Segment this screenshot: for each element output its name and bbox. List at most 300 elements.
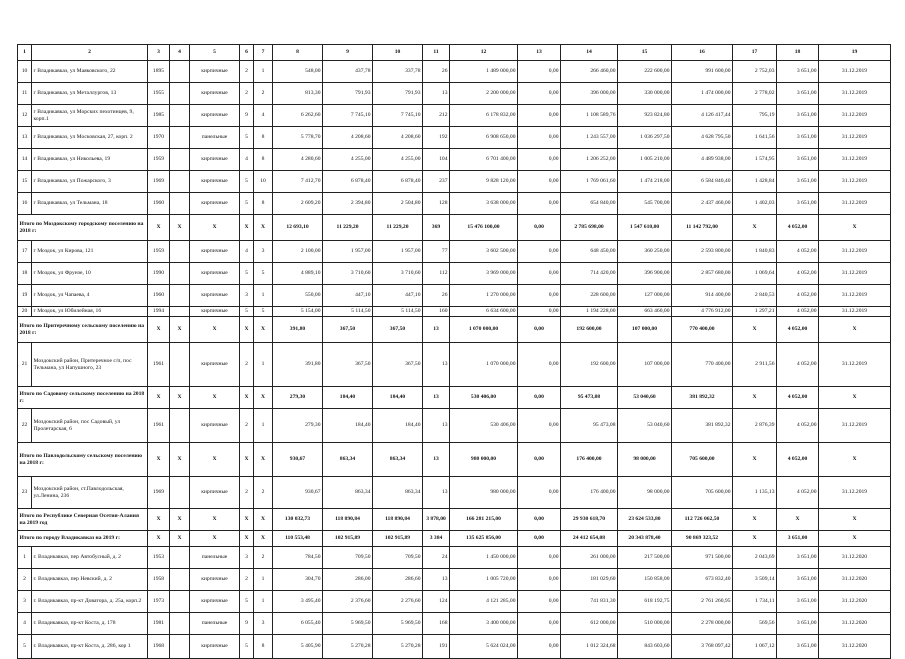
subtotal-cell: 24 412 654,08 [561,531,618,547]
table-cell: 0,00 [518,591,561,613]
table-row [18,61,891,83]
table-cell: 3 651,00 [777,83,819,105]
table-cell: 6 634 600,00 [450,307,518,317]
table-cell [170,307,190,317]
table-cell: 13 [18,127,32,149]
table-cell: 31.12.2020 [819,569,891,591]
table-cell: 5 [240,635,254,659]
subtotal-cell: 118 890,84 [323,509,373,531]
table-cell: 5 [240,591,254,613]
table-cell: 3 638 000,00 [450,193,518,215]
table-cell: 286,00 [323,569,373,591]
subtotal-cell: 53 040,60 [618,387,672,409]
table-cell [170,547,190,569]
table-cell: 1960 [148,285,170,307]
table-cell: 0,00 [518,61,561,83]
subtotal-cell: X [148,317,170,343]
table-cell: 6 262,60 [273,105,323,127]
table-cell: 863,34 [323,477,373,509]
address-cell: г Моздок, ул Юбилейная, 16 [32,307,148,317]
subtotal-title: Итого по Моздокскому городскому поселению на 2018 г: [18,215,148,241]
table-cell: 1 [254,409,273,443]
table-cell: 3 651,00 [777,193,819,215]
table-cell: 5 [240,307,254,317]
table-cell: 31.12.2019 [819,127,891,149]
subtotal-title: Итого по городу Владикавказ на 2019 г: [18,531,148,547]
table-cell: 13 [423,569,450,591]
subtotal-cell: 107 000,00 [618,317,672,343]
table-cell: 2 911,56 [733,343,777,387]
table-cell: 3 768 097,42 [672,635,733,659]
table-cell: 3 651,00 [777,127,819,149]
table-cell [170,569,190,591]
subtotal-cell: X [733,215,777,241]
table-cell: 5 778,70 [273,127,323,149]
table-cell: 5 624 024,00 [450,635,518,659]
table-cell: 31.12.2019 [819,409,891,443]
table-cell: 16 [18,193,32,215]
table-cell: 367,50 [373,343,423,387]
table-cell: 1990 [148,263,170,285]
table-cell: 1959 [148,241,170,263]
table-cell: 2 [254,477,273,509]
table-cell: 4 255,00 [323,149,373,171]
table-cell: 6 178 832,00 [450,105,518,127]
subtotal-cell: X [148,509,170,531]
table-cell: 791,93 [373,83,423,105]
subtotal-cell: 176 400,00 [561,443,618,477]
subtotal-cell: 3 651,00 [777,531,819,547]
table-cell: 5 [240,127,254,149]
subtotal-row [18,317,891,343]
address-cell: г Владикавказ, ул Морских пехотинцев, 9, корп.1 [32,105,148,127]
table-cell: кирпичные [190,105,240,127]
table-cell: панельные [190,547,240,569]
table-cell: 4 052,00 [777,343,819,387]
table-cell: 1969 [148,477,170,509]
table-cell: 17 [18,241,32,263]
subtotal-row [18,531,891,547]
table-cell: 1 [254,285,273,307]
table-cell: 31.12.2020 [819,591,891,613]
table-cell: 9 [240,105,254,127]
table-cell: 279,30 [273,409,323,443]
subtotal-cell: X [254,443,273,477]
table-cell: 1 428,84 [733,171,777,193]
table-cell: 2 857 680,00 [672,263,733,285]
table-cell: 709,50 [323,547,373,569]
table-cell: 10 [254,171,273,193]
table-cell: 9 [240,613,254,635]
table-cell: 228 600,00 [561,285,618,307]
table-cell: 5 154,00 [273,307,323,317]
table-cell: 1 069,64 [733,263,777,285]
table-row [18,591,891,613]
table-row [18,149,891,171]
table-cell: 77 [423,241,450,263]
table-cell: 4 489 938,00 [672,149,733,171]
subtotal-cell: X [733,387,777,409]
subtotal-cell: X [254,509,273,531]
table-cell: 0,00 [518,149,561,171]
table-cell: 5 [240,171,254,193]
table-cell: 53 040,60 [618,409,672,443]
table-cell: 26 [423,61,450,83]
subtotal-cell: X [148,215,170,241]
subtotal-cell: 770 400,00 [672,317,733,343]
table-row [18,613,891,635]
column-number: 13 [518,45,561,61]
address-cell: Моздокский район, пос Садовый, ул Пролетарская, 6 [32,409,148,443]
table-cell: 0,00 [518,547,561,569]
table-cell: 5 [254,263,273,285]
table-cell: 5 [240,193,254,215]
subtotal-cell: 184,40 [373,387,423,409]
table-cell: 2 609,20 [273,193,323,215]
table-cell: 10 [18,61,32,83]
subtotal-cell: 13 [423,317,450,343]
table-cell: 112 [423,263,450,285]
table-cell: 1895 [148,61,170,83]
table-cell: 1994 [148,307,170,317]
table-cell: 5 [240,263,254,285]
subtotal-cell: 705 600,00 [672,443,733,477]
address-cell: г Моздок, ул Фрунзе, 10 [32,263,148,285]
table-cell: 8 [254,193,273,215]
subtotal-cell: X [170,509,190,531]
table-cell: 2 [240,83,254,105]
table-cell: 3 651,00 [777,547,819,569]
table-cell: 12 [18,105,32,127]
table-cell: 550,00 [273,285,323,307]
table-cell: 31.12.2019 [819,105,891,127]
table-cell: 4 052,00 [777,307,819,317]
subtotal-cell: X [254,387,273,409]
table-cell: 5 [254,307,273,317]
table-cell: 124 [423,591,450,613]
table-cell: 168 [423,613,450,635]
table-cell: кирпичные [190,263,240,285]
table-cell: 396 900,00 [618,263,672,285]
table-cell [170,613,190,635]
subtotal-cell: X [819,443,891,477]
table-row [18,343,891,387]
column-number: 4 [170,45,190,61]
table-cell: 654 840,00 [561,193,618,215]
subtotal-cell: 20 343 878,40 [618,531,672,547]
subtotal-row [18,215,891,241]
table-cell: 23 [18,477,32,509]
table-cell: 3 [240,547,254,569]
table-cell: 2 761 260,95 [672,591,733,613]
table-cell: 191 [423,635,450,659]
subtotal-cell: 11 229,20 [373,215,423,241]
table-cell: 26 [423,285,450,307]
table-cell: 24 [423,547,450,569]
subtotal-cell: X [170,443,190,477]
table-cell: 1 297,21 [733,307,777,317]
subtotal-cell: 0,00 [518,387,561,409]
table-cell: 192 600,00 [561,343,618,387]
column-number: 10 [373,45,423,61]
subtotal-cell: X [240,509,254,531]
table-cell: 548,00 [273,61,323,83]
table-cell: 5 270,28 [323,635,373,659]
table-cell: 930,67 [273,477,323,509]
table-cell [170,343,190,387]
table-cell: 11 [18,83,32,105]
subtotal-cell: 0,00 [518,509,561,531]
table-cell [170,127,190,149]
table-cell: 791,93 [323,83,373,105]
table-row [18,307,891,317]
table-cell: 104 [423,149,450,171]
address-cell: Моздокский район, ст.Павлодольская, ул.Ленина, 236 [32,477,148,509]
subtotal-cell: 95 473,08 [561,387,618,409]
column-number: 3 [148,45,170,61]
table-cell: 2 200 000,00 [450,83,518,105]
table-cell: 5 114,50 [373,307,423,317]
table-cell: 8 [254,127,273,149]
subtotal-row [18,443,891,477]
subtotal-cell: 1 547 610,00 [618,215,672,241]
table-cell: 2 100,00 [273,241,323,263]
table-cell: 2 394,80 [323,193,373,215]
table-cell: 31.12.2020 [819,547,891,569]
table-cell: 22 [18,409,32,443]
subtotal-cell: X [170,215,190,241]
table-cell: 1 [254,61,273,83]
table-row [18,547,891,569]
table-cell: 6 584 840,40 [672,171,733,193]
table-cell: 971 500,00 [672,547,733,569]
table-cell: 0,00 [518,171,561,193]
table-cell: 19 [18,285,32,307]
table-cell: 1 036 297,50 [618,127,672,149]
table-cell: 31.12.2020 [819,613,891,635]
subtotal-cell: X [240,215,254,241]
table-cell: 3 651,00 [777,613,819,635]
table-cell: 1 108 589,76 [561,105,618,127]
subtotal-cell: X [190,509,240,531]
table-cell: 150 858,00 [618,569,672,591]
table-cell: 5 969,50 [373,613,423,635]
table-cell: 1 769 061,60 [561,171,618,193]
table-cell: 1 402,03 [733,193,777,215]
table-cell: 1 641,56 [733,127,777,149]
table-cell: 31.12.2019 [819,171,891,193]
subtotal-title: Итого по Садовому сельскому поселению на 2018 г: [18,387,148,409]
subtotal-title: Итого по Притеречному сельскому поселению на 2018 г: [18,317,148,343]
table-cell: 991 600,00 [672,61,733,83]
subtotal-cell: X [254,215,273,241]
subtotal-cell: X [733,317,777,343]
subtotal-cell: 112 726 062,50 [672,509,733,531]
table-cell: 1 206 252,00 [561,149,618,171]
table-cell: 127 000,00 [618,285,672,307]
subtotal-cell: X [190,531,240,547]
subtotal-cell: X [148,443,170,477]
table-cell: 381 892,32 [672,409,733,443]
table-cell: 1 474 000,00 [672,83,733,105]
table-cell: 391,80 [273,343,323,387]
table-cell: 0,00 [518,285,561,307]
table-cell: 1 243 557,00 [561,127,618,149]
table-cell: 2 376,60 [323,591,373,613]
table-cell: 1 489 000,00 [450,61,518,83]
table-cell [170,149,190,171]
table-cell: 3 [254,613,273,635]
table-row [18,569,891,591]
table-cell: 1973 [148,591,170,613]
table-cell: 5 270,28 [373,635,423,659]
address-cell: г. Владикавказ, пр-кт Коста, д. 178 [32,613,148,635]
table-row [18,409,891,443]
subtotal-cell: X [190,215,240,241]
table-cell: 4 121 285,00 [450,591,518,613]
address-cell: г Владикавказ, ул Пожарского, 3 [32,171,148,193]
table-cell [170,591,190,613]
table-cell: 2 [240,343,254,387]
table-cell: 1 067,12 [733,635,777,659]
table-cell: 160 [423,307,450,317]
table-cell: 4 [254,105,273,127]
subtotal-cell: X [254,531,273,547]
table-cell: 6 878,40 [373,171,423,193]
table-cell: кирпичные [190,285,240,307]
table-cell: 795,19 [733,105,777,127]
subtotal-cell: 102 915,89 [373,531,423,547]
table-cell: 863,34 [373,477,423,509]
table-cell: кирпичные [190,83,240,105]
subtotal-cell: 166 281 215,00 [450,509,518,531]
subtotal-cell: 23 624 533,80 [618,509,672,531]
column-number: 17 [733,45,777,61]
subtotal-cell: 530 406,00 [450,387,518,409]
subtotal-cell: 3 878,00 [423,509,450,531]
table-cell: 1 [254,591,273,613]
subtotal-cell: 13 [423,387,450,409]
table-cell: 6 908 650,00 [450,127,518,149]
table-cell: 15 [18,171,32,193]
table-cell: 337,78 [373,61,423,83]
table-cell: 770 400,00 [672,343,733,387]
subtotal-cell: 0,00 [518,215,561,241]
table-cell: 2 778,02 [733,83,777,105]
table-cell: 0,00 [518,477,561,509]
subtotal-cell: X [190,387,240,409]
table-cell: кирпичные [190,569,240,591]
table-cell: 530 406,00 [450,409,518,443]
table-cell: 13 [423,477,450,509]
column-number: 8 [273,45,323,61]
table-row [18,83,891,105]
table-cell: 2 [254,547,273,569]
table-cell: 3 710,60 [323,263,373,285]
table-cell: 3 [254,241,273,263]
address-cell: г Владикавказ, ул Тельмана, 18 [32,193,148,215]
subtotal-cell: 0,00 [518,443,561,477]
table-cell: 1 [254,569,273,591]
table-cell: 4 [240,149,254,171]
table-cell: 5 405,90 [273,635,323,659]
table-cell: 3 651,00 [777,635,819,659]
table-cell: 709,50 [373,547,423,569]
column-number: 2 [32,45,148,61]
table-cell [170,409,190,443]
table-cell [170,61,190,83]
table-cell: 0,00 [518,105,561,127]
subtotal-cell: 110 553,48 [273,531,323,547]
subtotal-cell: 90 869 323,52 [672,531,733,547]
subtotal-row [18,509,891,531]
column-number-row [18,45,891,61]
table-cell: 3 651,00 [777,149,819,171]
table-cell: 2 276,60 [373,591,423,613]
table-cell: 31.12.2019 [819,193,891,215]
table-row [18,477,891,509]
table-cell [170,285,190,307]
table-cell: 2 [240,569,254,591]
table-cell: 1 [18,547,32,569]
table-cell: 31.12.2020 [819,635,891,659]
address-cell: г Владикавказ, ул Металлургов, 13 [32,83,148,105]
table-cell: 6 055,40 [273,613,323,635]
table-cell: 18 [18,263,32,285]
table-cell [170,477,190,509]
table-cell: 1 005 210,00 [618,149,672,171]
table-cell: кирпичные [190,409,240,443]
subtotal-cell: X [190,317,240,343]
table-cell: 1 135,13 [733,477,777,509]
table-cell: 1959 [148,149,170,171]
table-cell: 1958 [148,569,170,591]
column-number: 1 [18,45,32,61]
table-cell: 673 832,40 [672,569,733,591]
table-cell: 31.12.2019 [819,285,891,307]
address-cell: г Владикавказ, ул Московская, 27, корп. 2 [32,127,148,149]
table-cell: 3 651,00 [777,61,819,83]
column-number: 5 [190,45,240,61]
table-cell: кирпичные [190,635,240,659]
table-cell [170,635,190,659]
table-cell: 784,50 [273,547,323,569]
table-cell: кирпичные [190,591,240,613]
table-cell: 1955 [148,83,170,105]
subtotal-cell: 930,67 [273,443,323,477]
table-cell: кирпичные [190,477,240,509]
subtotal-cell: 3 384 [423,531,450,547]
table-cell: 0,00 [518,307,561,317]
subtotal-cell: X [170,387,190,409]
subtotal-cell: X [170,531,190,547]
subtotal-cell: X [733,509,777,531]
table-cell: 4 628 795,50 [672,127,733,149]
subtotal-title: Итого по Павлодольскому сельскому поселению на 2018 г: [18,443,148,477]
table-cell: 3 651,00 [777,569,819,591]
address-cell: г Моздок, ул Кирова, 121 [32,241,148,263]
subtotal-cell: 367,50 [373,317,423,343]
column-number: 12 [450,45,518,61]
column-number: 9 [323,45,373,61]
table-cell: 648 450,00 [561,241,618,263]
table-cell: 31.12.2019 [819,263,891,285]
table-cell: 3 969 000,00 [450,263,518,285]
table-cell: 31.12.2019 [819,343,891,387]
subtotal-cell: 184,40 [323,387,373,409]
table-cell: 3 651,00 [777,171,819,193]
table-cell: 107 000,00 [618,343,672,387]
